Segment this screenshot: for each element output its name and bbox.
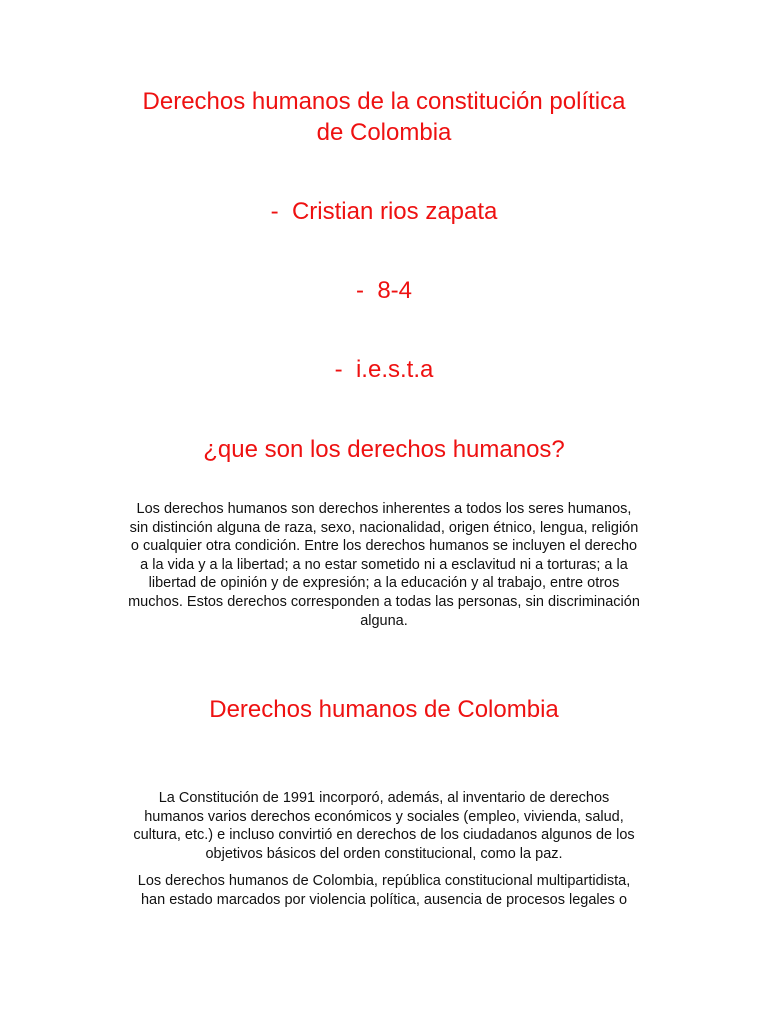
colombia-heading: Derechos humanos de Colombia bbox=[209, 696, 559, 723]
constitution-line: La Constitución de 1991 incorporó, además, al inventario de derechos bbox=[158, 790, 610, 806]
definition-line: a la vida y a la libertad; a no estar sometido ni a esclavitud ni a torturas; a la bbox=[140, 556, 628, 573]
author-line: - Cristian rios zapata bbox=[270, 198, 498, 225]
constitution-line: cultura, etc.) e incluso convirtió en derechos de los ciudadanos algunos de los bbox=[133, 827, 635, 844]
title-line-2: de Colombia bbox=[316, 119, 452, 146]
constitution-line: humanos varios derechos económicos y sociales (empleo, vivienda, salud, bbox=[144, 808, 624, 825]
republic-line: Los derechos humanos de Colombia, república constitucional multipartidista, bbox=[137, 873, 631, 889]
constitution-paragraph bbox=[0, 789, 768, 863]
school-line: - i.e.s.t.a bbox=[334, 356, 434, 383]
definition-line: muchos. Estos derechos corresponden a todas las personas, sin discriminación bbox=[128, 593, 640, 610]
question-heading: ¿que son los derechos humanos? bbox=[203, 436, 565, 463]
definition-line: alguna. bbox=[360, 612, 408, 629]
title-line-1: Derechos humanos de la constitución política bbox=[142, 88, 626, 115]
definition-line: sin distinción alguna de raza, sexo, nacionalidad, origen étnico, lengua, religión bbox=[129, 519, 639, 536]
definition-line: o cualquier otra condición. Entre los derechos humanos se incluyen el derecho bbox=[130, 538, 638, 555]
definition-paragraph bbox=[0, 500, 768, 630]
grade-line: - 8-4 bbox=[355, 277, 412, 304]
constitution-line: objetivos básicos del orden constitucional, como la paz. bbox=[205, 845, 563, 862]
republic-paragraph bbox=[0, 872, 768, 909]
definition-line: Los derechos humanos son derechos inherentes a todos los seres humanos, bbox=[136, 501, 632, 517]
document-title bbox=[0, 86, 768, 148]
definition-line: libertad de opinión y de expresión; a la educación y al trabajo, entre otros bbox=[148, 575, 620, 592]
republic-line: han estado marcados por violencia política, ausencia de procesos legales o bbox=[140, 891, 628, 908]
